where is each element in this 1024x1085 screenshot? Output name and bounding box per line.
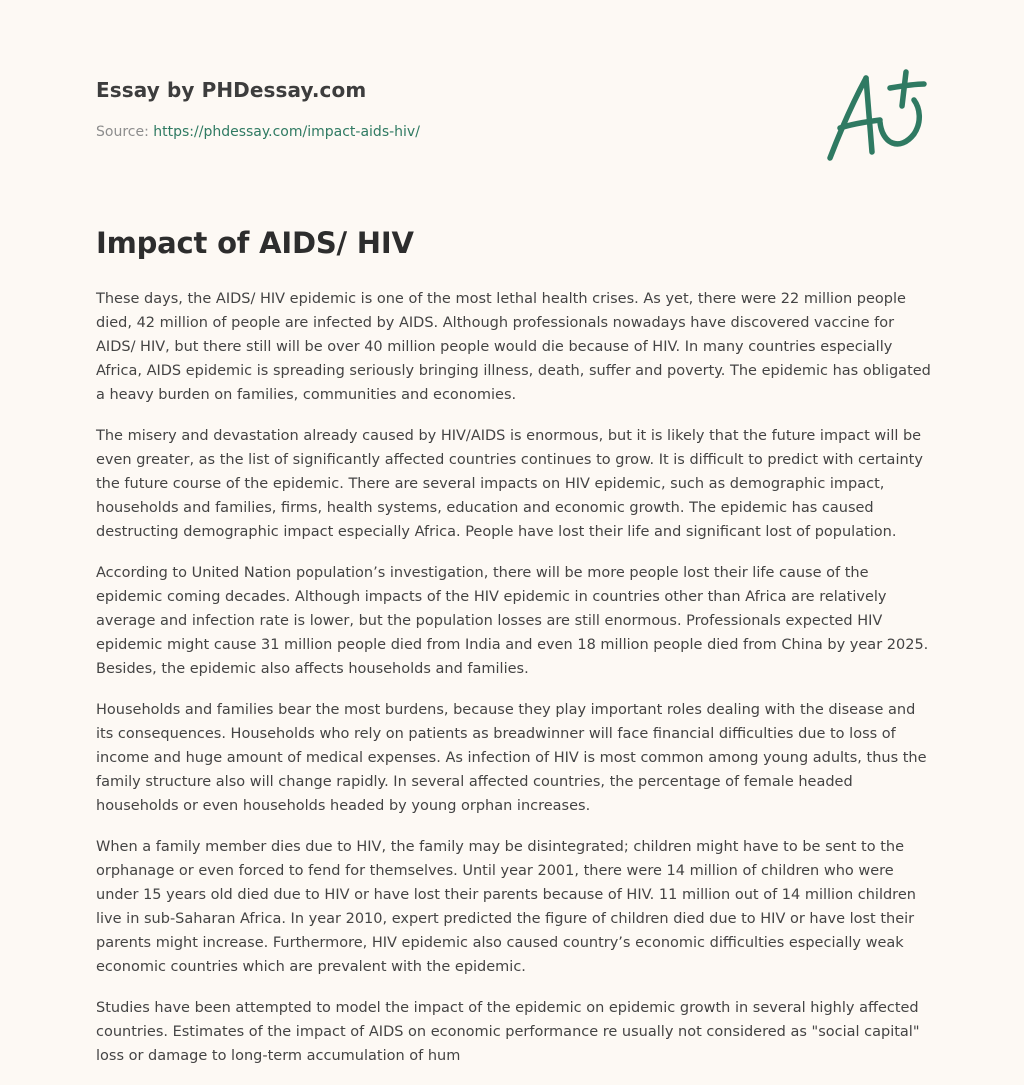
essay-body xyxy=(96,287,932,1085)
essay-paragraph: These days, the AIDS/ HIV epidemic is one of the most lethal health crises. As yet, there were 22 million people died, 42 million of people are infected by AIDS. Although professionals nowadays have discovered vaccine for AIDS/ HIV, but there still will be over 40 million people would die because of HIV. In many countries especially Africa, AIDS epidemic is spreading seriously bringing illness, death, suffer and poverty. The epidemic has obligated a heavy burden on families, communities and economies. xyxy=(96,291,931,403)
brand-title: Essay by PHDessay.com xyxy=(96,78,367,102)
essay-paragraph: According to United Nation population’s investigation, there will be more people lost their life cause of the epidemic coming decades. Although impacts of the HIV epidemic in countries other than Africa are relatively average and infection rate is lower, but the population losses are still enormous. Professionals expected HIV epidemic might cause 31 million people died from India and even 18 million people died from China by year 2025. Besides, the epidemic also affects households and families. xyxy=(96,565,929,677)
essay-paragraph: The misery and devastation already caused by HIV/AIDS is enormous, but it is likely that the future impact will be even greater, as the list of significantly affected countries continues to grow. It is difficult to predict with certainty the future course of the epidemic. There are several impacts on HIV epidemic, such as demographic impact, households and families, firms, health systems, education and economic growth. The epidemic has caused destructing demographic impact especially Africa. People have lost their life and significant lost of population. xyxy=(96,428,923,540)
essay-title: Impact of AIDS/ HIV xyxy=(96,226,414,260)
a-plus-logo-icon xyxy=(822,64,932,168)
essay-paragraph: Studies have been attempted to model the impact of the epidemic on epidemic growth in several highly affected countries. Estimates of the impact of AIDS on economic performance re usually not considered as "social capital" loss or damage to long-term accumulation of hum xyxy=(96,1000,920,1064)
source-link[interactable]: https://phdessay.com/impact-aids-hiv/ xyxy=(153,124,420,140)
source-line xyxy=(96,124,420,140)
essay-paragraph: Households and families bear the most burdens, because they play important roles dealing with the disease and its consequences. Households who rely on patients as breadwinner will face financial difficulties due to loss of income and huge amount of medical expenses. As infection of HIV is most common among young adults, thus the family structure also will change rapidly. In several affected countries, the percentage of female headed households or even households headed by young orphan increases. xyxy=(96,702,927,814)
essay-paragraph: When a family member dies due to HIV, the family may be disintegrated; children might have to be sent to the orphanage or even forced to fend for themselves. Until year 2001, there were 14 million of children who were under 15 years old died due to HIV or have lost their parents because of HIV. 11 million out of 14 million children live in sub-Saharan Africa. In year 2010, expert predicted the figure of children died due to HIV or have lost their parents might increase. Furthermore, HIV epidemic also caused country’s economic difficulties especially weak economic countries which are prevalent with the epidemic. xyxy=(96,839,916,975)
source-label: Source: xyxy=(96,124,149,140)
